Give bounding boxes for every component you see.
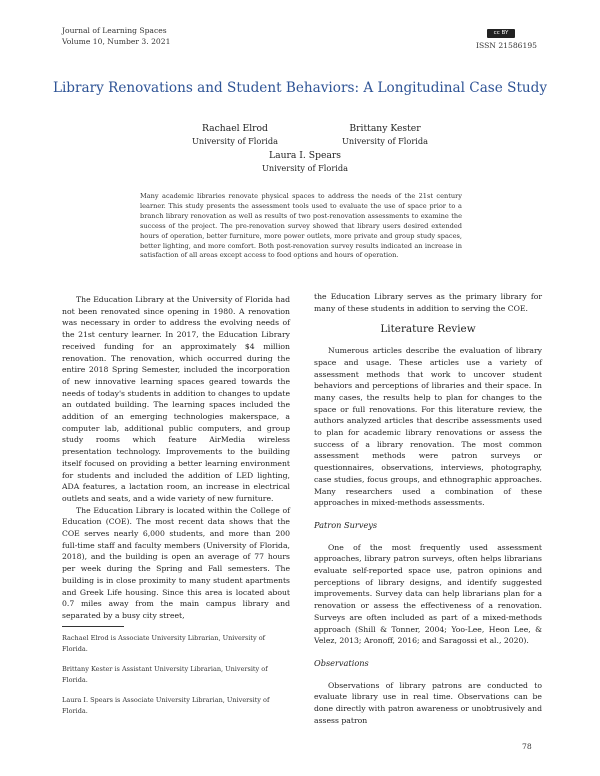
author-name: Laura I. Spears xyxy=(269,150,341,161)
journal-header xyxy=(62,25,170,47)
author-name: Brittany Kester xyxy=(349,123,421,134)
article-title: Library Renovations and Student Behaviors: A Longitudinal Case Study xyxy=(52,80,548,96)
page-number: 78 xyxy=(522,742,532,751)
author-block-1 xyxy=(175,123,295,147)
author-affiliation: University of Florida xyxy=(342,136,428,146)
body-paragraph: Numerous articles describe the evaluation of library space and usage. These articles use a variety of assessment methods that work to uncover student behaviors and perceptions of libraries and their space. In many cases, the results help to plan for changes to the space or full renovations. For this literature review, the authors analyzed articles that describe assessments used to plan for academic library renovations or assess the success of a library renovation. The most common assessment methods were patron surveys or questionnaires, observations, interviews, photography, case studies, focus groups, and ethnographic approaches. Many researchers used a combination of these approaches in mixed-methods assessments. xyxy=(314,346,542,508)
author-block-2 xyxy=(320,123,450,147)
right-column xyxy=(314,291,542,727)
body-paragraph: One of the most frequently used assessment approaches, library patron surveys, often helps librarians evaluate self-reported space use, patron opinions and perceptions of library designs, and identify suggested improvements. Survey data can help librarians plan for a renovation or assess the effectiveness of a renovation. Surveys are often included as part of a mixed-methods approach (Shill & Tonner, 2004; Yoo-Lee, Heon Lee, & Velez, 2013; Aronoff, 2016; and Saragossi et al., 2020). xyxy=(314,542,542,646)
author-block-3 xyxy=(245,150,365,174)
footnote-divider xyxy=(62,626,124,627)
subsection-heading: Patron Surveys xyxy=(314,519,378,530)
issn: ISSN 21586195 xyxy=(476,41,537,50)
section-heading: Literature Review xyxy=(380,323,476,336)
body-paragraph: The Education Library at the University of Florida had not been renovated since opening in 1980. A renovation was necessary in order to address the evolving needs of the 21st century learner. In 2017, the Education Library received funding for an approximately $4 million renovation. The renovation, which occurred during the entire 2018 Spring Semester, included the incorporation of new innovative learning spaces geared towards the needs of today's students in addition to changes to update an outdated building. The learning spaces included the addition of an emerging technologies makerspace, a computer lab, additional public computers, and group study rooms which feature AirMedia wireless presentation technology. Improvements to the building itself focused on providing a better learning environment for students and included the addition of LED lighting, ADA features, a lactation room, an increase in electrical outlets and seats, and a wide variety of new furniture. xyxy=(62,295,290,503)
abstract: Many academic libraries renovate physical spaces to address the needs of the 21st century learner. This study presents the assessment tools used to evaluate the use of space prior to a branch library renovation as well as results of two post-renovation assessments to examine the success of the project. The pre-renovation survey showed that library users desired extended hours of operation, better furniture, more power outlets, more private and group study spaces, better lighting, and more comfort. Both post-renovation survey results indicated an increase in satisfaction of all areas except access to food options and hours of operation. xyxy=(140,192,462,260)
footnote: Laura I. Spears is Associate University Librarian, University of Florida. xyxy=(62,696,270,715)
journal-volume: Volume 10, Number 3. 2021 xyxy=(62,37,171,46)
subsection-heading: Observations xyxy=(314,657,369,668)
body-paragraph: The Education Library is located within the College of Education (COE). The most recent data shows that the COE serves nearly 6,000 students, and more than 200 full-time staff and faculty members (University of Florida, 2018), and the building is open an average of 77 hours per week during the Spring and Fall semesters. The building is in close proximity to many student apartments and Greek Life housing. Since this area is located about 0.7 miles away from the main campus library and separated by a busy city street, xyxy=(62,505,290,620)
footnote: Brittany Kester is Assistant University Librarian, University of Florida. xyxy=(62,665,268,684)
body-paragraph: Observations of library patrons are conducted to evaluate library use in real time. Observations can be done directly with patron awareness or unobtrusively and assess patron xyxy=(314,680,542,725)
author-affiliation: University of Florida xyxy=(192,136,278,146)
cc-license-icon: cc BY xyxy=(487,29,515,38)
body-paragraph: the Education Library serves as the primary library for many of these students in addition to serving the COE. xyxy=(314,292,542,313)
journal-name: Journal of Learning Spaces xyxy=(62,26,167,35)
left-column xyxy=(62,294,290,622)
author-affiliation: University of Florida xyxy=(262,163,348,173)
footnote: Rachael Elrod is Associate University Librarian, University of Florida. xyxy=(62,634,266,653)
author-name: Rachael Elrod xyxy=(202,123,268,134)
